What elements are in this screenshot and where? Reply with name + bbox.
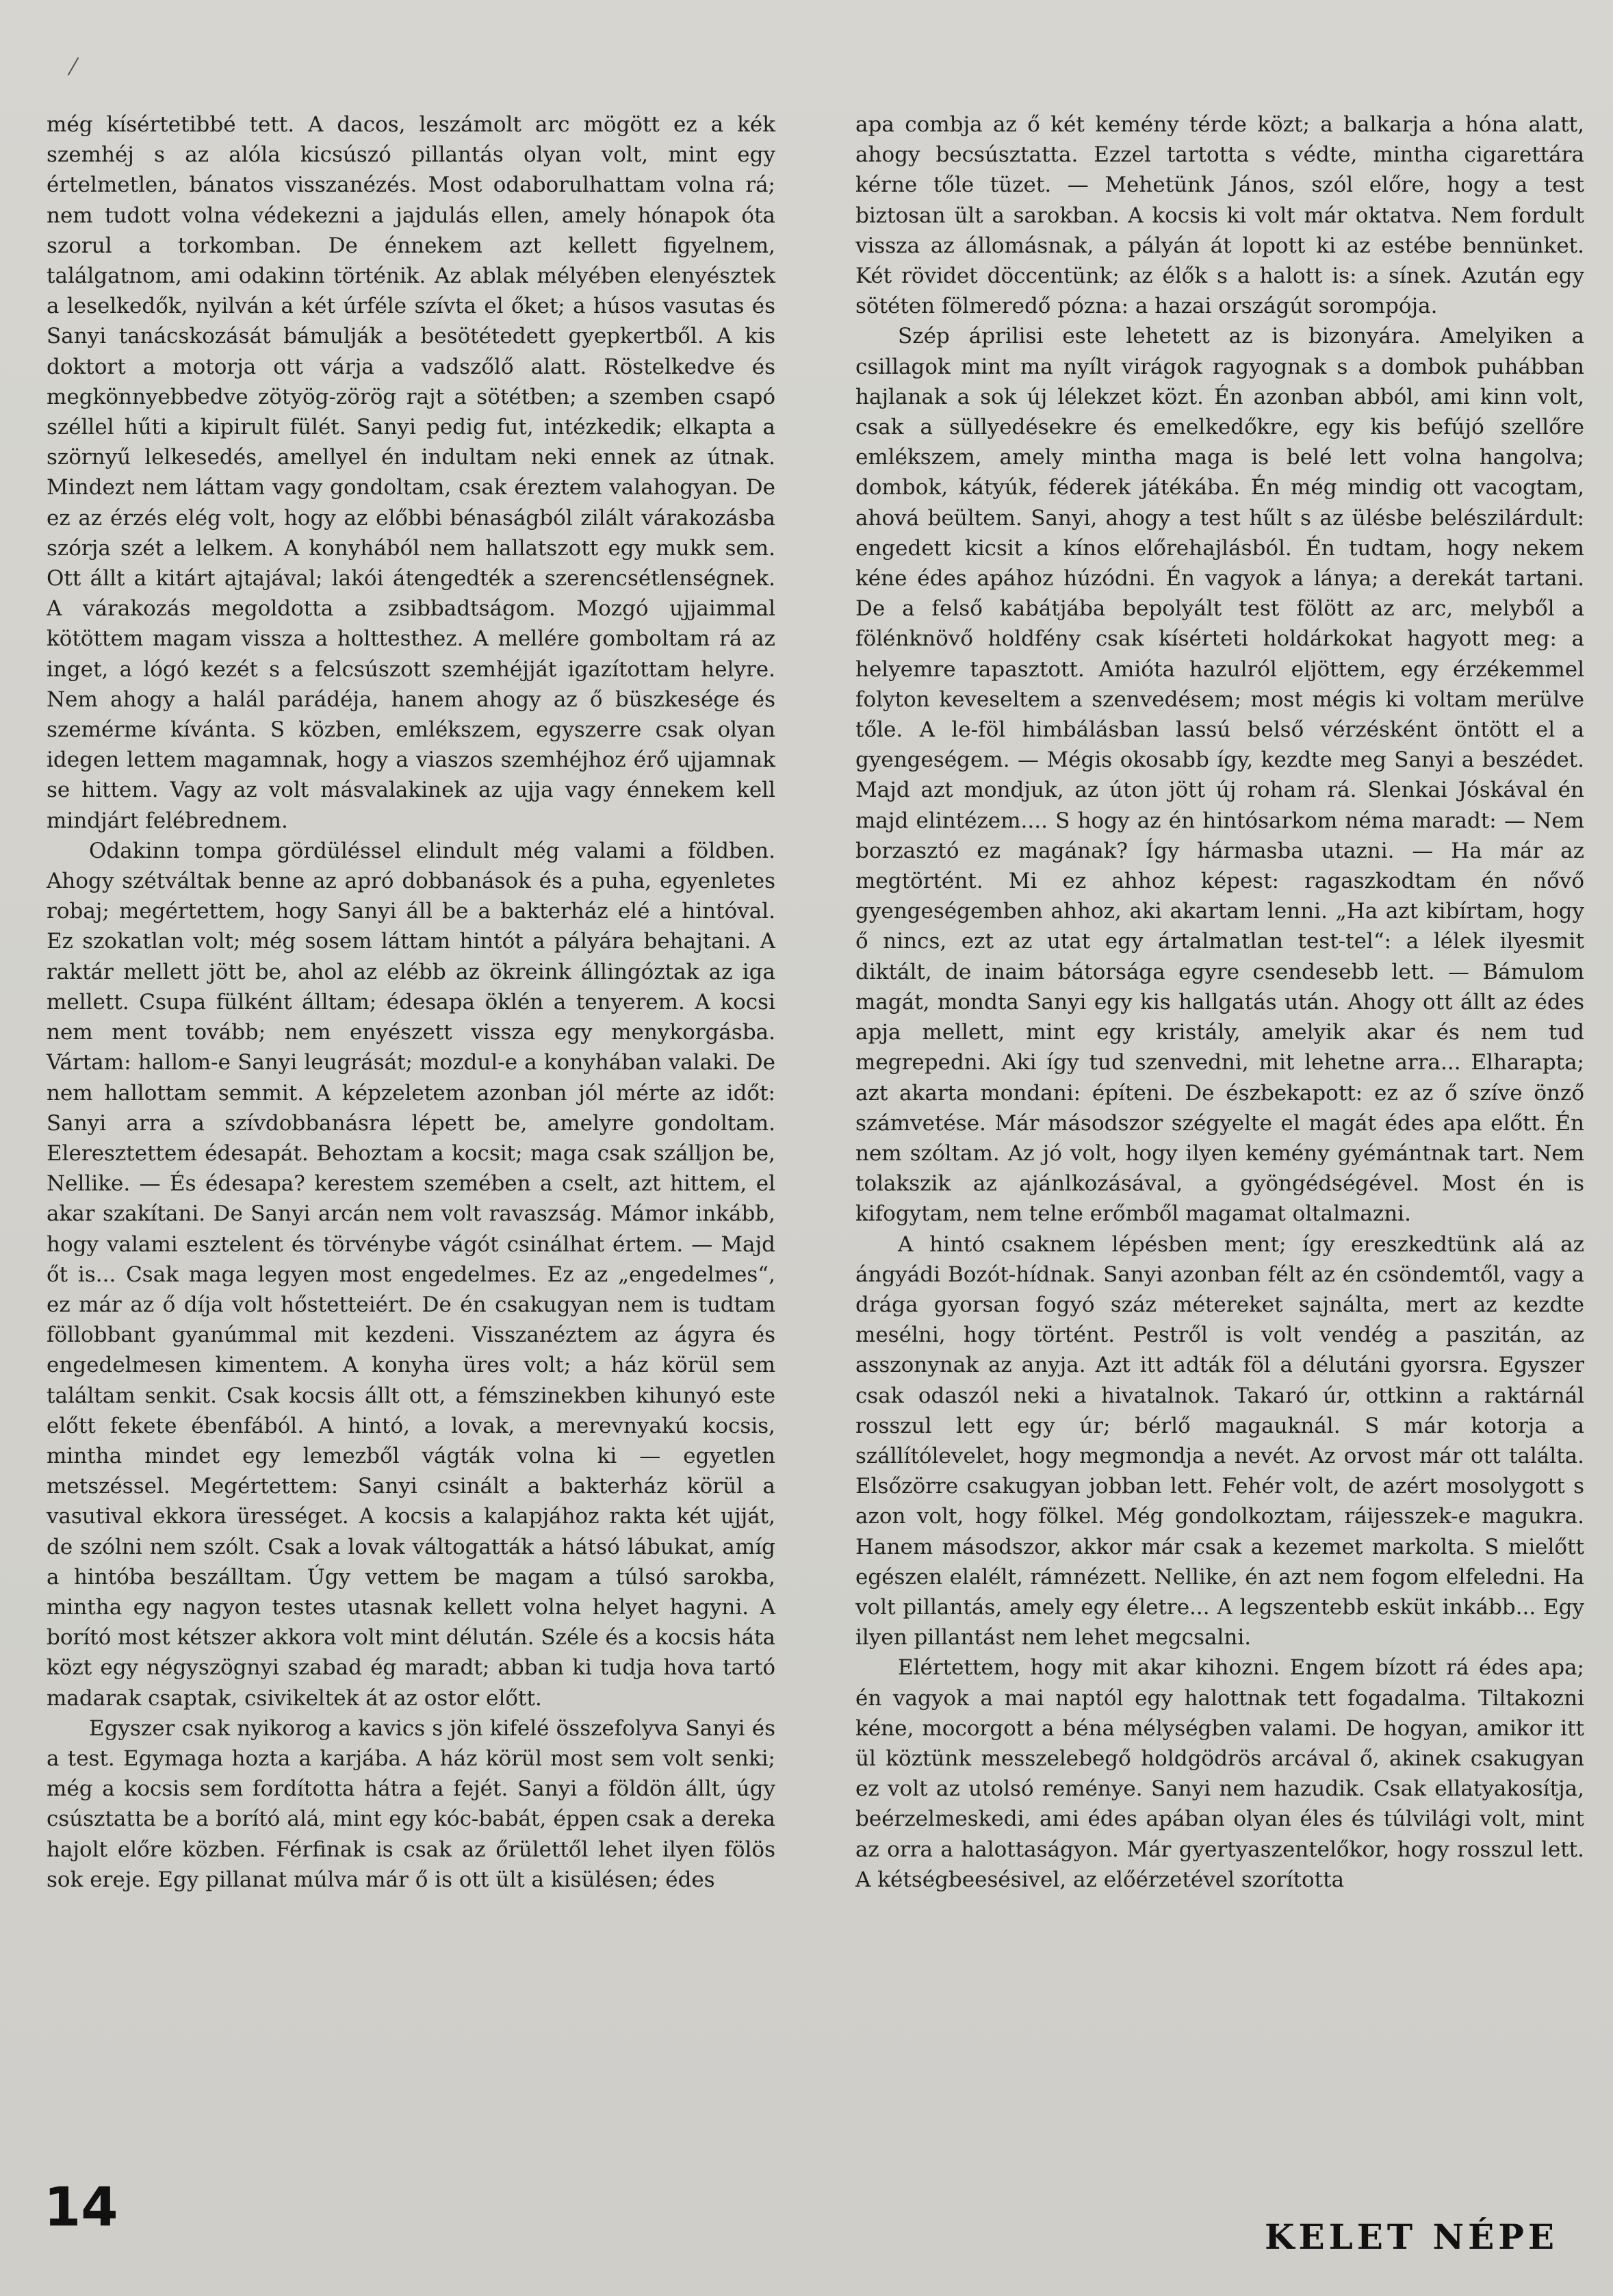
paragraph: apa combja az ő két kemény térde közt; a balkarja a hóna alatt, ahogy becsúsztatta. Ezzel tartotta s védte, mintha cigarettára kérne tőle tüzet. — Mehetünk János, szól előre, hogy a test biztosan ült a sarokban. A kocsis ki volt már oktatva. Nem fordult vissza az állomásnak, a pályán át lopott ki az estébe bennünket. Két rövidet döccentünk; az élők s a halott is: a sínek. Azután egy sötéten fölmeredő pózna: a hazai országút sorompója. (855, 112, 1584, 319)
paragraph: A hintó csaknem lépésben ment; így ereszkedtünk alá az ángyádi Bozót-hídnak. Sanyi azonban félt az én csöndemtől, vagy a drága gyorsan fogyó száz métereket sajnálta, mert az kezdte mesélni, hogy történt. Pestről is volt vendég a paszitán, az asszonynak az anyja. Azt itt adták föl a délutáni gyorsra. Egyszer csak odaszól neki a hivatalnok. Takaró úr, ottkinn a raktárnál rosszul lett egy úr; bérlő magauknál. S már kotorja a szállítólevelet, hogy megmondja a nevét. Az orvost már ott találta. Elsőzörre csakugyan jobban lett. Fehér volt, de azért mosolygott s azon volt, hogy fölkel. Még gondolkoztam, ráijesszek-e magukra. Hanem másodszor, akkor már csak a kezemet markolta. S mielőtt egészen elalélt, rámnézett. Nellike, én azt nem fogom elfeledni. Ha volt pillantás, amely egy életre... A legszentebb esküt inkább... Egy ilyen pillantást nem lehet megcsalni. (855, 1232, 1584, 1650)
pencil-mark (68, 58, 79, 76)
page-number: 14 (44, 2177, 118, 2238)
paragraph: Odakinn tompa gördüléssel elindult még valami a földben. Ahogy szétváltak benne az apró dobbanások és a puha, egyenletes robaj; megértettem, hogy Sanyi áll be a bakterház elé a hintóval. Ez szokatlan volt; még sosem láttam hintót a pályára behajtani. A raktár mellett jött be, ahol az elébb az ökreink állingóztak az iga mellett. Csupa fülként álltam; édesapa öklén a tenyerem. A kocsi nem ment tovább; nem enyészett vissza egy menykorgásba. Vártam: hallom-e Sanyi leugrását; mozdul-e a konyhában valaki. De nem hallottam semmit. A képzeletem azonban jól mérte az időt: Sanyi arra a szívdobbanásra lépett be, amelyre gondoltam. Eleresztettem édesapát. Behoztam a kocsit; maga csak szálljon be, Nellike. — És édesapa? kerestem szemében a cselt, azt hittem, el akar szakítani. De Sanyi arcán nem volt ravaszság. Mámor inkább, hogy valami esztelent és törvénybe vágót csinálhat értem. — Majd őt is... Csak maga legyen most engedelmes. Ez az „engedelmes“, ez már az ő díja volt hőstetteiért. De én csakugyan nem is tudtam föllobbant gyanúmmal mit kezdeni. Visszanéztem az ágyra és engedelmesen kimentem. A konyha üres volt; a ház körül sem találtam senkit. Csak kocsis állt ott, a fémszinekben kihunyó este előtt fekete ébenfából. A hintó, a lovak, a merevnyakú kocsis, mintha mindet egy lemezből vágták volna ki — egyetlen metszéssel. Megértettem: Sanyi csinált a bakterház körül a vasutival ekkora ürességet. A kocsis a kalapjához rakta két ujját, de szólni nem szólt. Csak a lovak váltogatták a hátsó lábukat, amíg a hintóba beszálltam. Úgy vettem be magam a túlsó sarokba, mintha egy nagyon testes utasnak kellett volna helyet hagyni. A borító most kétszer akkora volt mint délután. Széle és a kocsis háta közt egy négyszögnyi szabad ég maradt; abban ki tudja hova tartó madarak csaptak, csivikeltek át az ostor előtt. (47, 838, 775, 1711)
paragraph: még kísértetibbé tett. A dacos, leszámolt arc mögött ez a kék szemhéj s az alóla kicsúszó pillantás olyan volt, mint egy értelmetlen, bánatos visszanézés. Most odaborulhattam volna rá; nem tudott volna védekezni a jajdulás ellen, amely hónapok óta szorul a torkomban. De énnekem azt kellett figyelnem, találgatnom, ami odakinn történik. Az ablak mélyében elenyésztek a leselkedők, nyilván a két úrféle szívta el őket; a húsos vasutas és Sanyi tanácskozását bámulják a besötétedett gyepkertből. A kis doktort a motorja ott várja a vadszőlő alatt. Röstelkedve és megkönnyebbedve zötyög-zörög rajt a sötétben; a szemben csapó széllel hűti a kipirult fülét. Sanyi pedig fut, intézkedik; elkapta a szörnyű lelkesedés, amellyel én indultam neki ennek az útnak. Mindezt nem láttam vagy gondoltam, csak éreztem valahogyan. De ez az érzés elég volt, hogy az előbbi bénaságból zilált várakozásba szórja szét a lelkem. A konyhából nem hallatszott egy mukk sem. Ott állt a kitárt ajtajával; lakói átengedték a szerencsétlenségnek. A várakozás megoldotta a zsibbadtságom. Mozgó ujjaimmal kötöttem magam vissza a holttesthez. A mellére gomboltam rá az inget, a lógó kezét s a felcsúszott szemhéjját igazítottam helyre. Nem ahogy a halál parádéja, hanem ahogy az ő büszkesége és szemérme kívánta. S közben, emlékszem, egyszerre csak olyan idegen lettem magamnak, hogy a viaszos szemhéjhoz érő ujjamnak se hittem. Vagy az volt másvalakinek az ujja vagy énnekem kell mindjárt felébrednem. (47, 112, 775, 833)
paragraph: Szép áprilisi este lehetett az is bizonyára. Amelyiken a csillagok mint ma nyílt virágok ragyognak s a dombok puhábban hajlanak a sok új lélekzet közt. Én azonban abból, ami kinn volt, csak a süllyedésekre és emelkedőkre, egy kis befújó szellőre emlékszem, amely mintha maga is belé lett volna hangolva; dombok, kátyúk, féderek játékába. Én még mindig ott vacogtam, ahová beültem. Sanyi, ahogy a test hűlt s az ülésbe belészilárdult: engedett kicsit a kínos előrehajlásból. Én tudtam, hogy nekem kéne édes apához húzódni. Én vagyok a lánya; a derekát tartani. De a felső kabátjába bepolyált test fölött az arc, melyből a fölénknövő holdfény csak kísérteti holdárkokat hagyott meg: a helyemre tapasztott. Amióta hazulról eljöttem, egy érzékemmel folyton keveseltem a szenvedésem; most mégis ki voltam merülve tőle. A le-föl himbálásban lassú belső vérzésként öntött el a gyengeségem. — Mégis okosabb így, kezdte meg Sanyi a beszédet. Majd azt mondjuk, az úton jött új roham rá. Slenkai Jóskával én majd elintézem.... S hogy az én hintósarkom néma maradt: — Nem borzasztó ez magának? Így hármasba utazni. — Ha már az megtörtént. Mi ez ahhoz képest: ragaszkodtam én nővő gyengeségemben ahhoz, aki akartam lenni. „Ha azt kibírtam, hogy ő nincs, ezt az utat egy ártalmatlan test-tel“: a lélek ilyesmit diktált, de inaim bátorsága egyre csendesebb lett. — Bámulom magát, mondta Sanyi egy kis hallgatás után. Ahogy ott állt az édes apja mellett, mint egy kristály, amelyik akar és nem tud megrepedni. Aki így tud szenvedni, mit lehetne arra... Elharapta; azt akarta mondani: építeni. De észbekapott: ez az ő szíve önző számvetése. Már másodszor szégyelte el magát édes apa előtt. Én nem szóltam. Az jó volt, hogy ilyen kemény gyémántnak tart. Nem tolakszik az ajánlkozásával, a gyöngédségével. Most én is kifogytam, nem telne erőmből magamat oltalmazni. (855, 324, 1584, 1227)
right-column (855, 110, 1584, 1895)
magazine-title: KELET NÉPE (1265, 2217, 1558, 2257)
paragraph: Elértettem, hogy mit akar kihozni. Engem bízott rá édes apa; én vagyok a mai naptól egy halottnak tett fogadalma. Tiltakozni kéne, mocorgott a béna mélységben valami. De hogyan, amikor itt ül köztünk messzelebegő holdgödrös arcával ő, akinek csakugyan ez volt az utolsó reménye. Sanyi nem hazudik. Csak ellatyakosítja, beérzelmeskedi, ami édes apában olyan éles és túlvilági volt, mint az orra a halottaságyon. Már gyertyaszentelőkor, hogy rosszul lett. A kétségbeesésivel, az előérzetével szorította (855, 1655, 1584, 1892)
left-column (47, 110, 775, 1895)
paragraph: Egyszer csak nyikorog a kavics s jön kifelé összefolyva Sanyi és a test. Egymaga hozta a karjába. A ház körül most sem volt senki; még a kocsis sem fordította hátra a fejét. Sanyi a földön állt, úgy csúsztatta be a borító alá, mint egy kóc-babát, éppen csak a dereka hajolt előre közben. Férfinak is csak az őrülettől lehet ilyen fölös sok ereje. Egy pillanat múlva már ő is ott ült a kisülésen; édes (47, 1715, 775, 1892)
